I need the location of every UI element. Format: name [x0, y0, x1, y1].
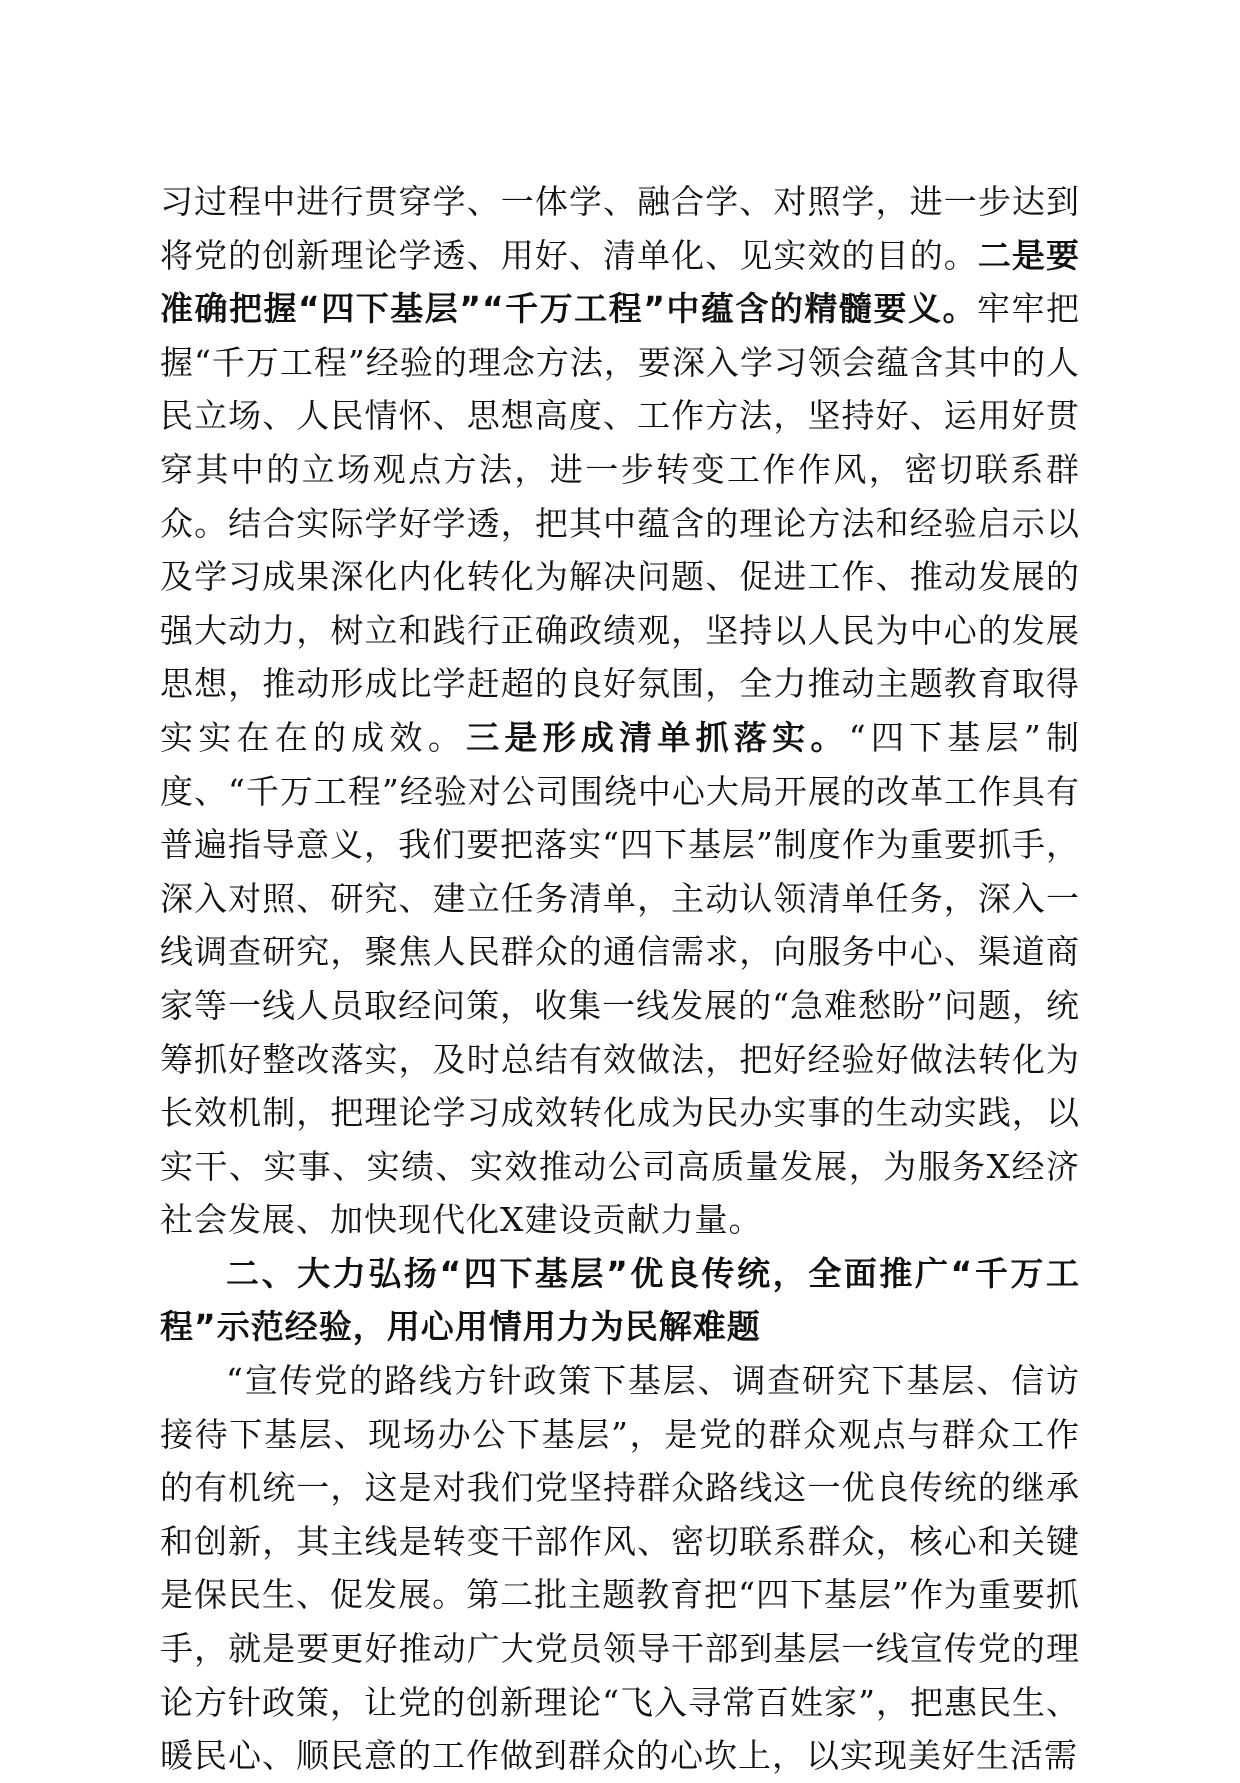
paragraph-1-text-c: “四下基层”制度、“千万工程”经验对公司围绕中心大局开展的改革工作具有普遍指导意义，我们要把落实“四下基层”制度作为重要抓手，深入对照、研究、建立任务清单，主动认领清单任务，深入一线调查研究，聚焦人民群众的通信需求，向服务中心、渠道商家等一线人员取经问策，收集一线发展的“急难愁盼”问题，统筹抓好整改落实，及时总结有效做法，把好经验好做法转化为长效机制，把理论学习成效转化成为民办实事的生动实践，以实干、实事、实绩、实效推动公司高质量发展，为服务X经济社会发展、加快现代化X建设贡献力量。 [160, 717, 1081, 1240]
point-two-heading: 二是要准确把握“四下基层”“千万工程”中蕴含的精髓要义。 [160, 235, 1081, 329]
paragraph-1 [160, 175, 1080, 1247]
document-page [160, 175, 1080, 1783]
section-two-heading: 二、大力弘扬“四下基层”优良传统，全面推广“千万工程”示范经验，用心用情用力为民解难题 [160, 1253, 1080, 1347]
paragraph-1-text-a: 习过程中进行贯穿学、一体学、融合学、对照学，进一步达到将党的创新理论学透、用好、清单化、见实效的目的。 [160, 182, 1080, 275]
point-three-heading: 三是形成清单抓落实。 [466, 717, 849, 757]
paragraph-1-text-b: 牢牢把握“千万工程”经验的理念方法，要深入学习领会蕴含其中的人民立场、人民情怀、思想高度、工作方法，坚持好、运用好贯穿其中的立场观点方法，进一步转变工作作风，密切联系群众。结合实际学好学透，把其中蕴含的理论方法和经验启示以及学习成果深化内化转化为解决问题、促进工作、推动发展的强大动力，树立和践行正确政绩观，坚持以人民为中心的发展思想，推动形成比学赶超的良好氛围，全力推动主题教育取得实实在在的成效。 [160, 289, 1081, 757]
paragraph-2: “宣传党的路线方针政策下基层、调查研究下基层、信访接待下基层、现场办公下基层”，是党的群众观点与群众工作的有机统一，这是对我们党坚持群众路线这一优良传统的继承和创新，其主线是转变干部作风、密切联系群众，核心和关键是保民生、促发展。第二批主题教育把“四下基层”作为重要抓手，就是要更好推动广大党员领导干部到基层一线宣传党的理论方针政策，让党的创新理论“飞入寻常百姓家”，把惠民生、暖民心、顺民意的工作做到群众的心坎上，以实现美好生活需 [160, 1361, 1080, 1776]
